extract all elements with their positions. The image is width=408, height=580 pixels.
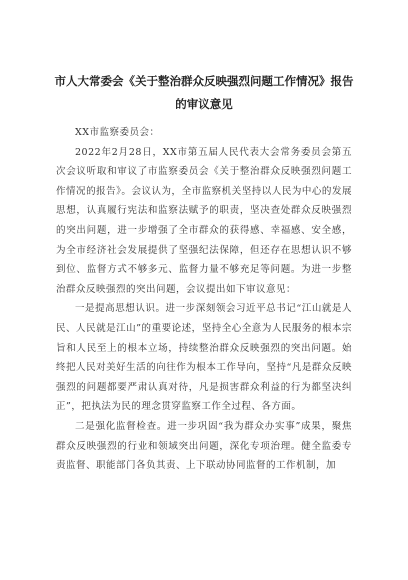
paragraph-meeting-summary: 2022年2月28日，XX市第五届人民代表大会常务委员会第五次会议听取和审议了市监察委员会《关于整治群众反映强烈问题工作情况的报告》。会议认为，全市监察机关坚持以人民为中心的发展思想，认真履行宪法和监察法赋予的职责，坚决查处群众反映强烈的突出问题，进一步增强了全市群众的获得感、幸福感、安全感，为全市经济社会发展提供了坚强纪法保障，但还存在思想认识不够到位、监督方式不够多元、监督力量不够充足等问题。为进一步整治群众反映强烈的突出问题，会议提出如下审议意见： [56,146,352,295]
paragraph-point-one: 一是提高思想认识。进一步深刻领会习近平总书记“江山就是人民、人民就是江山”的重要论述，坚持全心全意为人民服务的根本宗旨和人民至上的根本立场，持续整治群众反映强烈的突出问题。始终把人民对美好生活的向往作为根本工作导向，坚持“凡是群众反映强烈的问题都要严肃认真对待，凡是损害群众利益的行为都坚决纠正”，把执法为民的理念贯穿监察工作全过程、各方面。 [56,303,352,413]
paragraph-point-two: 二是强化监督检查。进一步巩固“我为群众办实事”成果，聚焦群众反映强烈的行业和领域突出问题，深化专项治理。健全监委专责监督、职能部门各负其责、上下联动协同监督的工作机制，加 [56,420,352,472]
document-title: 市人大常委会《关于整治群众反映强烈问题工作情况》报告的审议意见 [54,74,354,111]
salutation: XX市监察委员会： [75,127,160,138]
document-body [56,123,352,476]
